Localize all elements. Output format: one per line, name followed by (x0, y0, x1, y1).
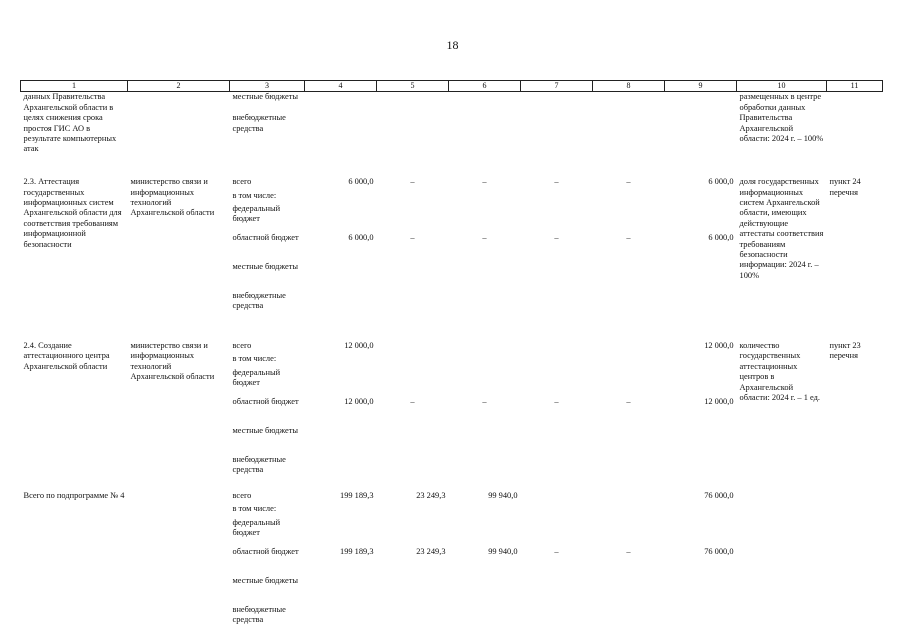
target-indicator: доля государственных информационных систем Архангельской области, имеющих действующие аттестаты соответствия требованиям безопасности информации: 2024 г. – 100% (739, 177, 824, 280)
col-number-5: 5 (377, 81, 449, 92)
table-row (21, 341, 883, 351)
column-number-row (21, 81, 883, 92)
dash-cell: – (626, 396, 631, 406)
responsible-executor: министерство связи и информационных технологий Архангельской области (130, 177, 215, 218)
measure-name: данных Правительства Архангельской области в целях снижения срока простоя ГИС АО в результате компьютерных атак (23, 92, 117, 154)
fund-source: федеральный бюджет (232, 204, 281, 224)
fund-source: внебюджетные средства (232, 604, 286, 625)
dash-cell: – (554, 546, 559, 556)
dash-cell: – (410, 233, 415, 243)
fund-source: местные бюджеты (232, 262, 299, 272)
col-number-1: 1 (21, 81, 128, 92)
table-row (21, 177, 883, 187)
fund-source: всего (232, 490, 252, 500)
value-cell: 12 000,0 (704, 396, 734, 406)
fund-source: в том числе: (232, 354, 277, 364)
value-cell: 199 189,3 (340, 490, 374, 500)
fund-source: внебюджетные средства (232, 454, 286, 475)
dash-cell: – (626, 233, 631, 243)
value-cell: 23 249,3 (416, 490, 446, 500)
reference-item: пункт 23 перечня (829, 341, 861, 361)
dash-cell: – (410, 396, 415, 406)
col-number-4: 4 (305, 81, 377, 92)
fund-source: областной бюджет (232, 233, 299, 243)
col-number-8: 8 (593, 81, 665, 92)
dash-cell: – (626, 546, 631, 556)
value-cell: 99 940,0 (488, 546, 518, 556)
fund-source: местные бюджеты (232, 575, 299, 585)
col-number-7: 7 (521, 81, 593, 92)
fund-source: областной бюджет (232, 396, 299, 406)
dash-cell: – (482, 396, 487, 406)
value-cell: 76 000,0 (704, 490, 734, 500)
dash-cell: – (410, 177, 415, 187)
fund-source: федеральный бюджет (232, 367, 281, 388)
col-number-3: 3 (230, 81, 305, 92)
dash-cell: – (554, 233, 559, 243)
fund-source: всего (232, 341, 252, 351)
col-number-6: 6 (449, 81, 521, 92)
program-table (20, 80, 883, 625)
measure-name: 2.3. Аттестация государственных информационных систем Архангельской области для соответствия требованиям информационной безопасности (23, 177, 122, 249)
value-cell: 12 000,0 (344, 341, 374, 351)
fund-source: местные бюджеты (232, 425, 299, 435)
target-indicator: размещенных в центре обработки данных Правительства Архангельской области: 2024 г. – 100% (739, 92, 824, 144)
value-cell: 6 000,0 (348, 233, 374, 243)
measure-name: 2.4. Создание аттестационного центра Архангельской области (23, 341, 110, 371)
value-cell: 12 000,0 (344, 396, 374, 406)
fund-source: областной бюджет (232, 546, 299, 556)
value-cell: 6 000,0 (708, 177, 734, 187)
page-number: 18 (446, 38, 459, 52)
dash-cell: – (554, 177, 559, 187)
col-number-9: 9 (665, 81, 737, 92)
col-number-11: 11 (827, 81, 883, 92)
fund-source: федеральный бюджет (232, 517, 281, 538)
table-row-total (21, 491, 883, 501)
value-cell: 76 000,0 (704, 546, 734, 556)
value-cell: 199 189,3 (340, 546, 374, 556)
target-indicator: количество государственных аттестационных центров в Архангельской области: 2024 г. – 1 ед. (739, 341, 820, 403)
fund-source: в том числе: (232, 190, 277, 200)
value-cell: 23 249,3 (416, 546, 446, 556)
value-cell: 12 000,0 (704, 341, 734, 351)
value-cell: 6 000,0 (348, 177, 374, 187)
value-cell: 99 940,0 (488, 490, 518, 500)
reference-item: пункт 24 перечня (829, 177, 861, 197)
value-cell: 6 000,0 (708, 233, 734, 243)
fund-source: внебюджетные средства (232, 291, 286, 311)
dash-cell: – (626, 177, 631, 187)
fund-source: всего (232, 177, 252, 187)
fund-source: внебюджетные средства (232, 113, 286, 133)
dash-cell: – (482, 233, 487, 243)
fund-source: в том числе: (232, 504, 277, 514)
responsible-executor: министерство связи и информационных технологий Архангельской области (130, 341, 215, 382)
fund-source: местные бюджеты (232, 92, 299, 102)
col-number-2: 2 (128, 81, 230, 92)
table-row-continuation (21, 92, 883, 113)
col-number-10: 10 (737, 81, 827, 92)
dash-cell: – (482, 177, 487, 187)
total-label: Всего по подпрограмме № 4 (23, 490, 125, 500)
dash-cell: – (554, 396, 559, 406)
